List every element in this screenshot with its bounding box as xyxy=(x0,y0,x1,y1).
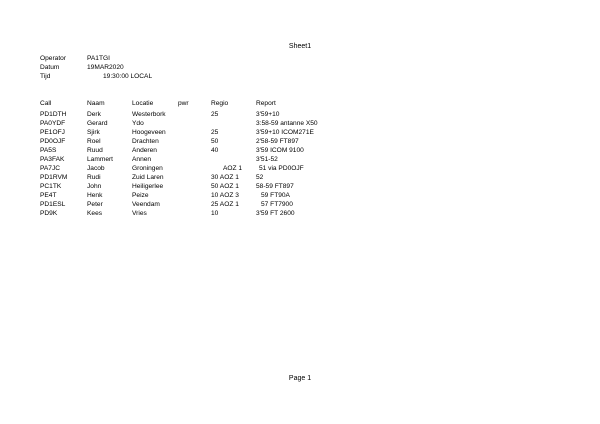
cell-locatie: Drachten xyxy=(132,138,159,145)
cell-naam: Ruud xyxy=(87,147,103,154)
cell-regio: 25 xyxy=(211,129,219,136)
cell-naam: Henk xyxy=(87,192,103,199)
cell-locatie: Vries xyxy=(132,210,147,217)
cell-report: 2'58-59 FT897 xyxy=(256,138,299,145)
cell-regio: 25 xyxy=(211,111,219,118)
cell-locatie: Ydo xyxy=(132,120,144,127)
meta-label: Datum xyxy=(40,64,60,71)
cell-naam: Jacob xyxy=(87,165,105,172)
cell-regio: 40 xyxy=(211,147,219,154)
meta-value: PA1TGI xyxy=(87,55,110,62)
cell-naam: Lammert xyxy=(87,156,114,163)
cell-naam: John xyxy=(87,183,102,190)
meta-value: 19MAR2020 xyxy=(87,64,124,71)
sheet-title: Sheet1 xyxy=(288,43,312,50)
meta-label: Tijd xyxy=(40,73,51,80)
cell-report: 3'59+10 xyxy=(256,111,280,118)
cell-report: 51 via PD0OJF xyxy=(259,165,304,172)
cell-locatie: Zuid Laren xyxy=(132,174,164,181)
cell-report: 58-59 FT897 xyxy=(256,183,294,190)
cell-regio: 50 AOZ 1 xyxy=(211,183,239,190)
cell-locatie: Anderen xyxy=(132,147,157,154)
cell-locatie: Annen xyxy=(132,156,152,163)
cell-locatie: Peize xyxy=(132,192,149,199)
header-regio: Regio xyxy=(211,100,229,107)
cell-call: PA5S xyxy=(40,147,57,154)
table-row xyxy=(40,211,360,220)
header-report: Report xyxy=(256,100,276,107)
cell-report: 3'59+10 ICOM271E xyxy=(256,129,314,136)
cell-locatie: Groningen xyxy=(132,165,163,172)
cell-report: 3'51-52 xyxy=(256,156,278,163)
cell-naam: Derk xyxy=(87,111,101,118)
cell-regio: 25 AOZ 1 xyxy=(211,201,239,208)
cell-call: PC1TK xyxy=(40,183,62,190)
cell-call: PA7JC xyxy=(40,165,61,172)
header-call: Call xyxy=(40,100,52,107)
cell-call: PA3FAK xyxy=(40,156,65,163)
cell-naam: Sjirk xyxy=(87,129,100,136)
cell-report: 3'59 FT 2600 xyxy=(256,210,295,217)
cell-regio: 50 xyxy=(211,138,219,145)
cell-naam: Gerard xyxy=(87,120,108,127)
cell-regio: 10 AOZ 3 xyxy=(211,192,239,199)
cell-regio: AOZ 1 xyxy=(223,165,243,172)
cell-call: PA0YDF xyxy=(40,120,66,127)
meta-row-datum xyxy=(40,65,340,74)
cell-call: PD1RVM xyxy=(40,174,68,181)
page-footer: Page 1 xyxy=(288,375,312,382)
header-naam: Naam xyxy=(87,100,105,107)
cell-report: 3'59 ICOM 9100 xyxy=(256,147,304,154)
cell-call: PD9K xyxy=(40,210,58,217)
cell-report: 52 xyxy=(256,174,264,181)
cell-naam: Peter xyxy=(87,201,103,208)
cell-naam: Roel xyxy=(87,138,101,145)
cell-regio: 10 xyxy=(211,210,219,217)
cell-report: 57 FT7900 xyxy=(261,201,293,208)
cell-report: 3:58-59 antanne X50 xyxy=(256,120,318,127)
header-locatie: Locatie xyxy=(132,100,154,107)
meta-row-tijd xyxy=(40,74,340,83)
meta-value: 19:30:00 LOCAL xyxy=(103,73,153,80)
cell-regio: 30 AOZ 1 xyxy=(211,174,239,181)
cell-naam: Rudi xyxy=(87,174,101,181)
cell-call: PD1ESL xyxy=(40,201,66,208)
cell-call: PD1DTH xyxy=(40,111,67,118)
meta-row-operator xyxy=(40,56,340,65)
cell-report: 59 FT90A xyxy=(261,192,290,199)
cell-call: PE4T xyxy=(40,192,57,199)
cell-locatie: Westerbork xyxy=(132,111,166,118)
cell-locatie: Heiligerlee xyxy=(132,183,164,190)
meta-label: Operator xyxy=(40,55,67,62)
cell-call: PD0OJF xyxy=(40,138,66,145)
cell-locatie: Hoogeveen xyxy=(132,129,166,136)
table-header-row xyxy=(40,101,360,110)
cell-naam: Kees xyxy=(87,210,103,217)
header-pwr: pwr xyxy=(178,100,189,107)
cell-call: PE1OFJ xyxy=(40,129,65,136)
cell-locatie: Veendam xyxy=(132,201,160,208)
